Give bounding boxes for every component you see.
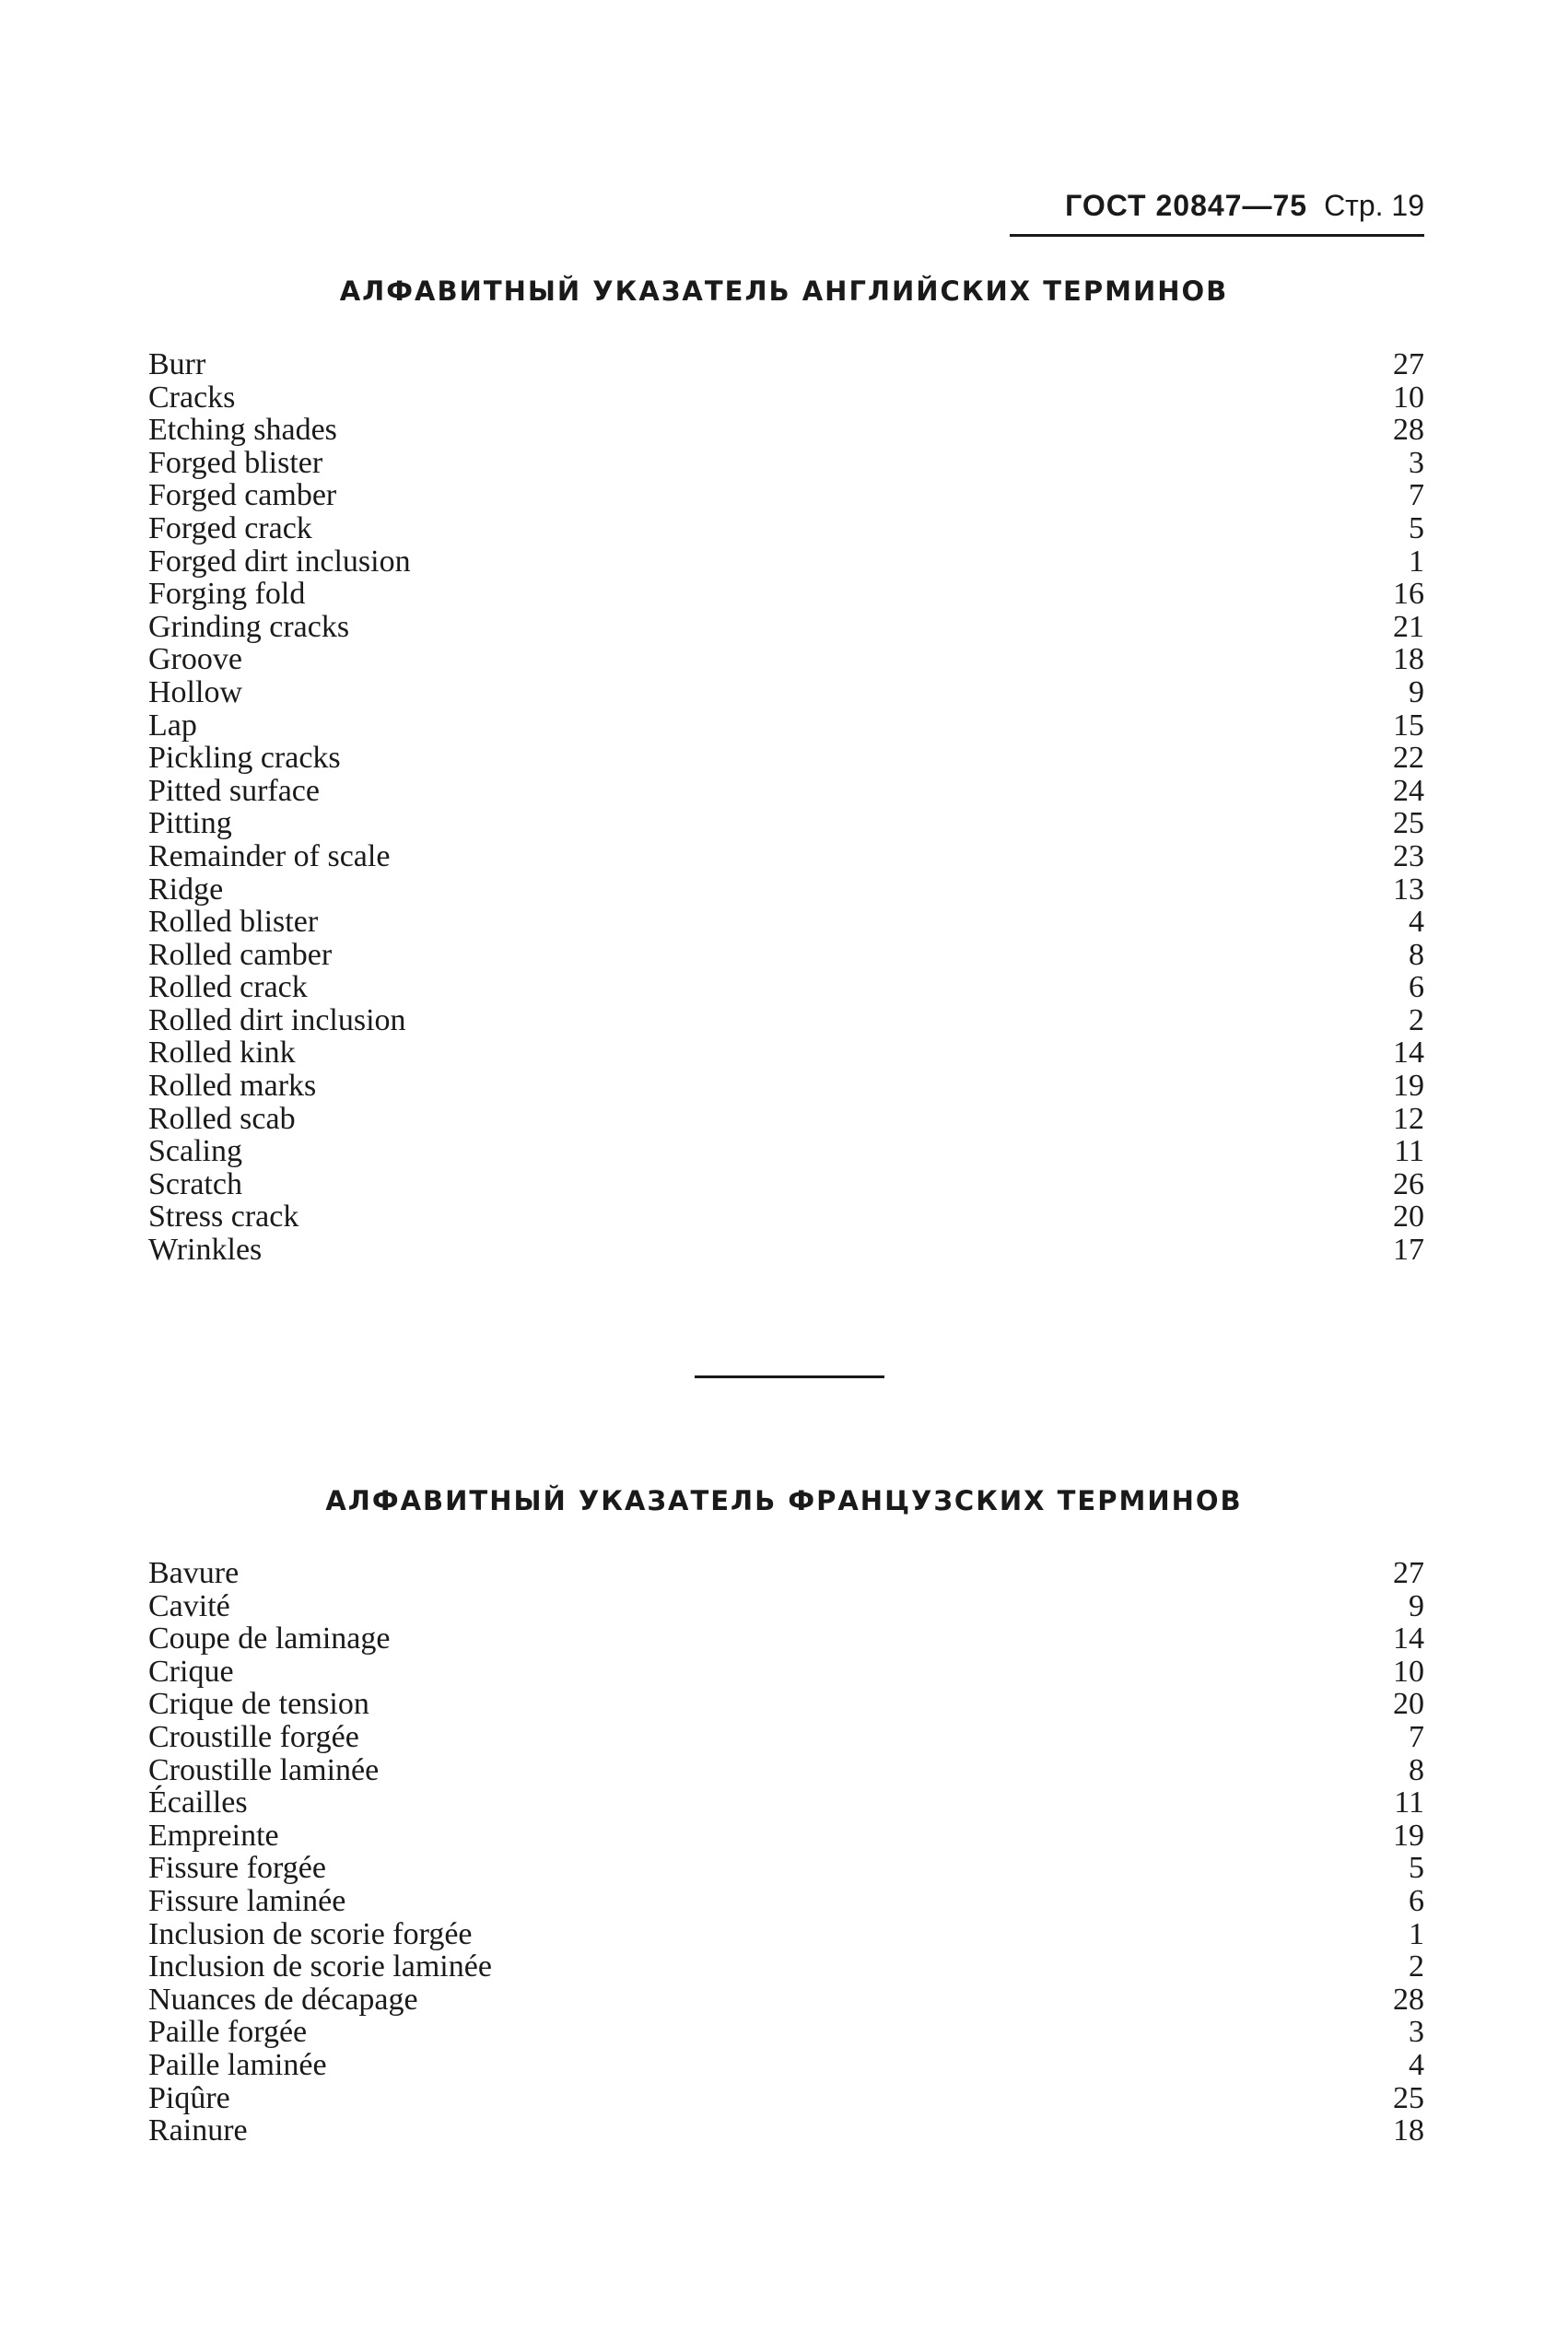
- index-entry: [148, 1036, 1424, 1070]
- index-term: Lap: [148, 708, 197, 743]
- index-entry: [148, 578, 1424, 611]
- index-term-number: 13: [1393, 872, 1424, 907]
- index-term: Remainder of scale: [148, 838, 391, 873]
- index-term-number: 28: [1393, 1982, 1424, 2017]
- index-term: Stress crack: [148, 1200, 299, 1235]
- index-term-number: 23: [1393, 838, 1424, 873]
- index-entry: [148, 414, 1424, 447]
- index-term: Burr: [148, 347, 206, 381]
- index-term: Rolled scab: [148, 1101, 296, 1136]
- index-term: Rainure: [148, 2113, 248, 2148]
- index-term: Hollow: [148, 674, 242, 709]
- index-entry: [148, 1200, 1424, 1234]
- index-term: Pitting: [148, 806, 232, 841]
- index-entry: [148, 643, 1424, 676]
- index-term: Paille forgée: [148, 2015, 308, 2050]
- index-term: Rolled blister: [148, 905, 319, 940]
- english-index-list: [148, 348, 1424, 1267]
- index-term: Forged blister: [148, 445, 323, 480]
- index-term-number: 3: [1409, 2015, 1424, 2050]
- index-entry: [148, 512, 1424, 545]
- index-term: Croustille laminée: [148, 1752, 380, 1787]
- index-term-number: 25: [1393, 806, 1424, 841]
- index-term-number: 14: [1393, 1036, 1424, 1071]
- index-term: Rolled kink: [148, 1036, 296, 1071]
- index-entry: [148, 1103, 1424, 1136]
- index-entry: [148, 1135, 1424, 1168]
- index-term: Wrinkles: [148, 1233, 263, 1268]
- index-term: Coupe de laminage: [148, 1621, 391, 1656]
- index-term: Écailles: [148, 1785, 248, 1820]
- index-entry: [148, 873, 1424, 907]
- index-term-number: 7: [1409, 478, 1424, 513]
- index-term-number: 7: [1409, 1719, 1424, 1754]
- index-term: Forged crack: [148, 510, 312, 545]
- index-term-number: 11: [1394, 1134, 1424, 1169]
- index-entry: [148, 611, 1424, 644]
- index-entry: [148, 775, 1424, 808]
- index-term-number: 20: [1393, 1200, 1424, 1235]
- french-index-title: АЛФАВИТНЫЙ УКАЗАТЕЛЬ ФРАНЦУЗСКИХ ТЕРМИНОВ: [325, 1485, 1243, 1516]
- index-entry: [148, 807, 1424, 840]
- index-term-number: 2: [1409, 1002, 1424, 1037]
- index-entry: [148, 1984, 1424, 2017]
- page-header: [1010, 189, 1424, 237]
- index-term: Rolled dirt inclusion: [148, 1002, 406, 1037]
- index-term-number: 27: [1393, 347, 1424, 381]
- index-term-number: 19: [1393, 1069, 1424, 1104]
- index-term-number: 6: [1409, 970, 1424, 1005]
- index-term-number: 2: [1409, 1949, 1424, 1984]
- index-term: Fissure forgée: [148, 1851, 326, 1886]
- index-entry: [148, 1656, 1424, 1689]
- index-term: Pickling cracks: [148, 741, 341, 776]
- index-term-number: 4: [1409, 905, 1424, 940]
- index-entry: [148, 1622, 1424, 1656]
- index-term-number: 19: [1393, 1818, 1424, 1853]
- index-term: Crique: [148, 1654, 234, 1689]
- index-term: Inclusion de scorie forgée: [148, 1916, 473, 1951]
- index-entry: [148, 971, 1424, 1004]
- index-term-number: 18: [1393, 642, 1424, 677]
- index-term: Piqûre: [148, 2080, 230, 2115]
- index-term: Paille laminée: [148, 2047, 327, 2082]
- index-term-number: 22: [1393, 741, 1424, 776]
- index-entry: [148, 447, 1424, 480]
- index-term-number: 8: [1409, 1752, 1424, 1787]
- index-term: Empreinte: [148, 1818, 279, 1853]
- index-term: Scratch: [148, 1166, 242, 1201]
- index-term-number: 18: [1393, 2113, 1424, 2148]
- index-term: Nuances de décapage: [148, 1982, 418, 2017]
- index-term-number: 1: [1409, 544, 1424, 579]
- standard-number: ГОСТ 20847—75: [1065, 189, 1308, 222]
- index-entry: [148, 2114, 1424, 2148]
- index-entry: [148, 742, 1424, 775]
- index-entry: [148, 348, 1424, 381]
- index-term: Scaling: [148, 1134, 242, 1169]
- index-term-number: 28: [1393, 413, 1424, 448]
- index-term: Bavure: [148, 1556, 240, 1590]
- index-term-number: 26: [1393, 1166, 1424, 1201]
- index-term-number: 9: [1409, 674, 1424, 709]
- index-entry: [148, 676, 1424, 709]
- index-entry: [148, 1070, 1424, 1103]
- index-term-number: 21: [1393, 609, 1424, 644]
- index-entry: [148, 1786, 1424, 1820]
- index-entry: [148, 1918, 1424, 1951]
- index-term-number: 5: [1409, 1851, 1424, 1886]
- index-term-number: 14: [1393, 1621, 1424, 1656]
- french-index-list: [148, 1557, 1424, 2148]
- index-entry: [148, 1557, 1424, 1590]
- index-entry: [148, 1004, 1424, 1037]
- index-term-number: 6: [1409, 1883, 1424, 1918]
- index-term: Forging fold: [148, 577, 306, 612]
- index-entry: [148, 2016, 1424, 2049]
- index-entry: [148, 545, 1424, 579]
- index-term-number: 27: [1393, 1556, 1424, 1590]
- index-term: Forged dirt inclusion: [148, 544, 411, 579]
- index-entry: [148, 1721, 1424, 1754]
- index-term-number: 10: [1393, 1654, 1424, 1689]
- index-term: Grinding cracks: [148, 609, 350, 644]
- index-entry: [148, 1590, 1424, 1623]
- index-term-number: 11: [1394, 1785, 1424, 1820]
- index-term-number: 16: [1393, 577, 1424, 612]
- index-entry: [148, 1168, 1424, 1201]
- index-term: Ridge: [148, 872, 224, 907]
- index-term-number: 12: [1393, 1101, 1424, 1136]
- index-term: Etching shades: [148, 413, 337, 448]
- index-entry: [148, 709, 1424, 743]
- index-term: Rolled camber: [148, 937, 333, 972]
- index-entry: [148, 1885, 1424, 1918]
- index-term-number: 8: [1409, 937, 1424, 972]
- index-term: Groove: [148, 642, 242, 677]
- index-entry: [148, 1234, 1424, 1267]
- index-term: Rolled crack: [148, 970, 308, 1005]
- index-term-number: 5: [1409, 510, 1424, 545]
- index-term-number: 20: [1393, 1687, 1424, 1722]
- index-term-number: 25: [1393, 2080, 1424, 2115]
- index-term: Cavité: [148, 1588, 230, 1623]
- index-term: Cracks: [148, 380, 236, 415]
- index-entry: [148, 1688, 1424, 1721]
- index-entry: [148, 1754, 1424, 1787]
- index-term-number: 17: [1393, 1233, 1424, 1268]
- index-term-number: 9: [1409, 1588, 1424, 1623]
- index-entry: [148, 381, 1424, 415]
- section-divider: [695, 1375, 884, 1378]
- index-term-number: 1: [1409, 1916, 1424, 1951]
- index-term-number: 15: [1393, 708, 1424, 743]
- index-term-number: 4: [1409, 2047, 1424, 2082]
- index-entry: [148, 939, 1424, 972]
- index-term-number: 24: [1393, 773, 1424, 808]
- index-entry: [148, 906, 1424, 939]
- index-term: Inclusion de scorie laminée: [148, 1949, 492, 1984]
- index-term: Croustille forgée: [148, 1719, 359, 1754]
- index-term: Crique de tension: [148, 1687, 369, 1722]
- index-entry: [148, 1852, 1424, 1885]
- index-entry: [148, 479, 1424, 512]
- index-term: Rolled marks: [148, 1069, 317, 1104]
- index-entry: [148, 1950, 1424, 1984]
- index-term-number: 10: [1393, 380, 1424, 415]
- index-entry: [148, 840, 1424, 873]
- index-entry: [148, 2082, 1424, 2115]
- index-term: Fissure laminée: [148, 1883, 346, 1918]
- index-term: Forged camber: [148, 478, 337, 513]
- english-index-title: АЛФАВИТНЫЙ УКАЗАТЕЛЬ АНГЛИЙСКИХ ТЕРМИНОВ: [339, 275, 1229, 307]
- index-entry: [148, 2049, 1424, 2082]
- index-term: Pitted surface: [148, 773, 320, 808]
- index-term-number: 3: [1409, 445, 1424, 480]
- index-entry: [148, 1820, 1424, 1853]
- page-number: Стр. 19: [1324, 189, 1424, 222]
